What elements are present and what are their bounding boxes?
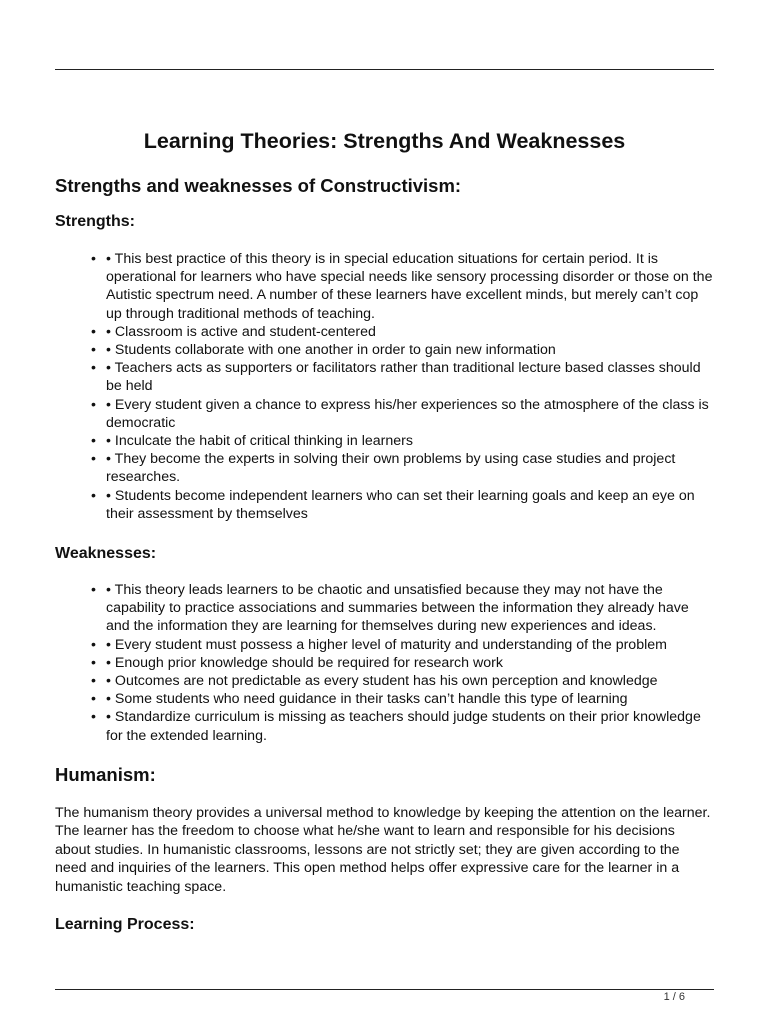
strength-item: • • Inculcate the habit of critical thinking in learners <box>106 432 714 450</box>
strength-item: • • Teachers acts as supporters or facilitators rather than traditional lecture based classes should be held <box>106 359 714 395</box>
strength-item: • • Classroom is active and student-centered <box>106 323 714 341</box>
strength-item: • • Students collaborate with one another in order to gain new information <box>106 341 714 359</box>
footer-rule <box>55 989 714 990</box>
strengths-heading: Strengths: <box>55 213 135 230</box>
weakness-item: • • Standardize curriculum is missing as teachers should judge students on their prior knowledge for the extended learning. <box>106 708 714 744</box>
strength-item: • • Every student given a chance to express his/her experiences so the atmosphere of the class is democratic <box>106 396 714 432</box>
weakness-item: • • Some students who need guidance in their tasks can’t handle this type of learning <box>106 690 714 708</box>
document-title: Learning Theories: Strengths And Weaknesses <box>143 129 626 153</box>
strength-item: • • Students become independent learners who can set their learning goals and keep an eye on their assessment by themselves <box>106 487 714 523</box>
constructivism-heading: Strengths and weaknesses of Constructivism: <box>55 175 462 196</box>
weaknesses-list <box>55 581 714 745</box>
page-number: 1 / 6 <box>663 991 685 1003</box>
strengths-list <box>55 250 714 523</box>
strength-item: • • They become the experts in solving their own problems by using case studies and project researches. <box>106 450 714 486</box>
humanism-paragraph: The humanism theory provides a universal method to knowledge by keeping the attention on the learner. The learner has the freedom to choose what he/she want to learn and responsible for his decisions about studies. In humanistic classrooms, lessons are not strictly set; they are given according to the need and inquiries of the learners. This open method helps offer expressive care for the learner in a humanistic teaching space. <box>55 804 711 895</box>
weaknesses-heading: Weaknesses: <box>55 545 157 563</box>
weakness-item: • • Outcomes are not predictable as every student has his own perception and knowledge <box>106 672 714 690</box>
learning-process-heading: Learning Process: <box>55 915 195 933</box>
weakness-item: • • This theory leads learners to be chaotic and unsatisfied because they may not have the capability to practice associations and summaries between the information they already have and the information they are learning for themselves during new experiences and ideas. <box>106 581 714 636</box>
header-rule <box>55 69 714 70</box>
weakness-item: • • Every student must possess a higher level of maturity and understanding of the problem <box>106 636 714 654</box>
weakness-item: • • Enough prior knowledge should be required for research work <box>106 654 714 672</box>
humanism-heading: Humanism: <box>55 763 156 785</box>
strength-item: • • This best practice of this theory is in special education situations for certain period. It is operational for learners who have special needs like sensory processing disorder or those on the Autistic spectrum need. A number of these learners have excellent minds, but merely can’t cop up through traditional methods of teaching. <box>106 250 714 323</box>
page-content <box>55 126 714 936</box>
